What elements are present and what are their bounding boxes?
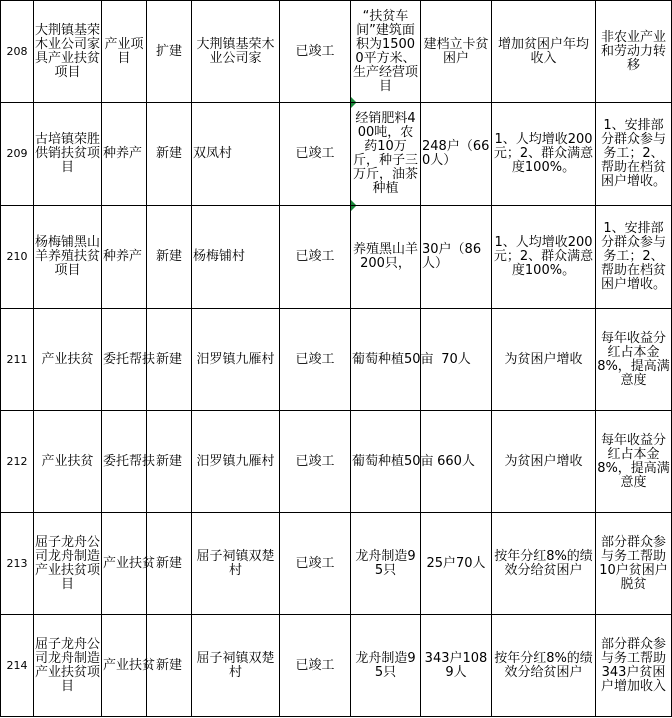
benefit-cell[interactable]: 1、安排部分群众参与务工；2、帮助在档贫困户增收。 — [596, 103, 672, 206]
project-type-cell[interactable]: 委托帮扶 — [102, 411, 147, 513]
construction-nature-cell[interactable]: 扩建 — [147, 1, 192, 103]
benefit-cell[interactable]: 部分群众参与务工帮助10户贫困户脱贫 — [596, 513, 672, 615]
row-number[interactable]: 208 — [1, 1, 34, 103]
row-number[interactable]: 210 — [1, 206, 34, 309]
project-type-cell[interactable]: 产业项目 — [102, 1, 147, 103]
income-cell[interactable]: 1、人均增收200元；2、群众满意度100%。 — [492, 103, 596, 206]
table-row — [1, 1, 672, 103]
benefit-cell[interactable]: 1、安排部分群众参与务工；2、帮助在档贫困户增收。 — [596, 206, 672, 309]
project-type-cell[interactable]: 产业扶贫 — [102, 615, 147, 717]
income-cell[interactable]: 为贫困户增收 — [492, 411, 596, 513]
project-type-cell[interactable]: 产业扶贫 — [102, 513, 147, 615]
content-cell[interactable]: 养殖黑山羊200只， — [351, 206, 421, 309]
beneficiary-cell[interactable]: 建档立卡贫困户 — [421, 1, 492, 103]
table-row — [1, 411, 672, 513]
location-cell[interactable]: 汨罗镇九雁村 — [192, 309, 280, 411]
income-cell[interactable]: 按年分红8%的绩效分给贫困户 — [492, 513, 596, 615]
benefit-cell[interactable]: 每年收益分红占本金8%，提高满意度 — [596, 411, 672, 513]
project-name-cell[interactable]: 杨梅铺黑山羊养殖扶贫项目 — [34, 206, 102, 309]
status-cell[interactable]: 已竣工 — [280, 309, 351, 411]
content-cell[interactable]: 葡萄种植50亩 — [351, 309, 421, 411]
row-number[interactable]: 213 — [1, 513, 34, 615]
construction-nature-cell[interactable]: 新建 — [147, 103, 192, 206]
construction-nature-cell[interactable]: 新建 — [147, 309, 192, 411]
location-cell[interactable]: 杨梅铺村 — [192, 206, 280, 309]
beneficiary-cell[interactable]: 70人 — [421, 309, 492, 411]
row-number[interactable]: 212 — [1, 411, 34, 513]
table-row — [1, 513, 672, 615]
content-cell[interactable]: 龙舟制造95只 — [351, 513, 421, 615]
construction-nature-cell[interactable]: 新建 — [147, 206, 192, 309]
project-name-cell[interactable]: 产业扶贫 — [34, 309, 102, 411]
status-cell[interactable]: 已竣工 — [280, 206, 351, 309]
content-cell[interactable]: 经销肥料400吨，农药10万斤，种子三万斤，油茶种植 — [351, 103, 421, 206]
table-row — [1, 615, 672, 717]
construction-nature-cell[interactable]: 新建 — [147, 411, 192, 513]
construction-nature-cell[interactable]: 新建 — [147, 615, 192, 717]
beneficiary-cell[interactable]: 660人 — [421, 411, 492, 513]
beneficiary-cell[interactable]: 343户1089人 — [421, 615, 492, 717]
project-name-cell[interactable]: 古培镇荣胜供销扶贫项目 — [34, 103, 102, 206]
beneficiary-cell[interactable]: 25户70人 — [421, 513, 492, 615]
table-row — [1, 206, 672, 309]
status-cell[interactable]: 已竣工 — [280, 1, 351, 103]
income-cell[interactable]: 为贫困户增收 — [492, 309, 596, 411]
project-name-cell[interactable]: 屈子龙舟公司龙舟制造产业扶贫项目 — [34, 513, 102, 615]
benefit-cell[interactable]: 非农业产业和劳动力转移 — [596, 1, 672, 103]
row-number[interactable]: 214 — [1, 615, 34, 717]
project-name-cell[interactable]: 大荆镇基荣木业公司家具产业扶贫项目 — [34, 1, 102, 103]
benefit-cell[interactable]: 每年收益分红占本金8%，提高满意度 — [596, 309, 672, 411]
project-type-cell[interactable]: 种养产 — [102, 206, 147, 309]
location-cell[interactable]: 屈子祠镇双楚村 — [192, 615, 280, 717]
location-cell[interactable]: 汨罗镇九雁村 — [192, 411, 280, 513]
location-cell[interactable]: 大荆镇基荣木业公司家 — [192, 1, 280, 103]
income-cell[interactable]: 1、人均增收200元；2、群众满意度100%。 — [492, 206, 596, 309]
status-cell[interactable]: 已竣工 — [280, 103, 351, 206]
row-number[interactable]: 209 — [1, 103, 34, 206]
beneficiary-cell[interactable]: 30户（86人） — [421, 206, 492, 309]
project-type-cell[interactable]: 种养产 — [102, 103, 147, 206]
status-cell[interactable]: 已竣工 — [280, 513, 351, 615]
location-cell[interactable]: 双凤村 — [192, 103, 280, 206]
content-cell[interactable]: 葡萄种植50亩 — [351, 411, 421, 513]
row-number[interactable]: 211 — [1, 309, 34, 411]
project-name-cell[interactable]: 屈子龙舟公司龙舟制造产业扶贫项目 — [34, 615, 102, 717]
project-name-cell[interactable]: 产业扶贫 — [34, 411, 102, 513]
location-cell[interactable]: 屈子祠镇双楚村 — [192, 513, 280, 615]
table-row — [1, 103, 672, 206]
income-cell[interactable]: 增加贫困户年均收入 — [492, 1, 596, 103]
beneficiary-cell[interactable]: 248户（660人） — [421, 103, 492, 206]
content-cell[interactable]: “扶贫车间”建筑面积为15000平方米、生产经营项目 — [351, 1, 421, 103]
project-type-cell[interactable]: 委托帮扶 — [102, 309, 147, 411]
status-cell[interactable]: 已竣工 — [280, 615, 351, 717]
status-cell[interactable]: 已竣工 — [280, 411, 351, 513]
income-cell[interactable]: 按年分红8%的绩效分给贫困户 — [492, 615, 596, 717]
content-cell[interactable]: 龙舟制造95只 — [351, 615, 421, 717]
table-row — [1, 309, 672, 411]
construction-nature-cell[interactable]: 新建 — [147, 513, 192, 615]
benefit-cell[interactable]: 部分群众参与务工帮助343户贫困户增加收入 — [596, 615, 672, 717]
